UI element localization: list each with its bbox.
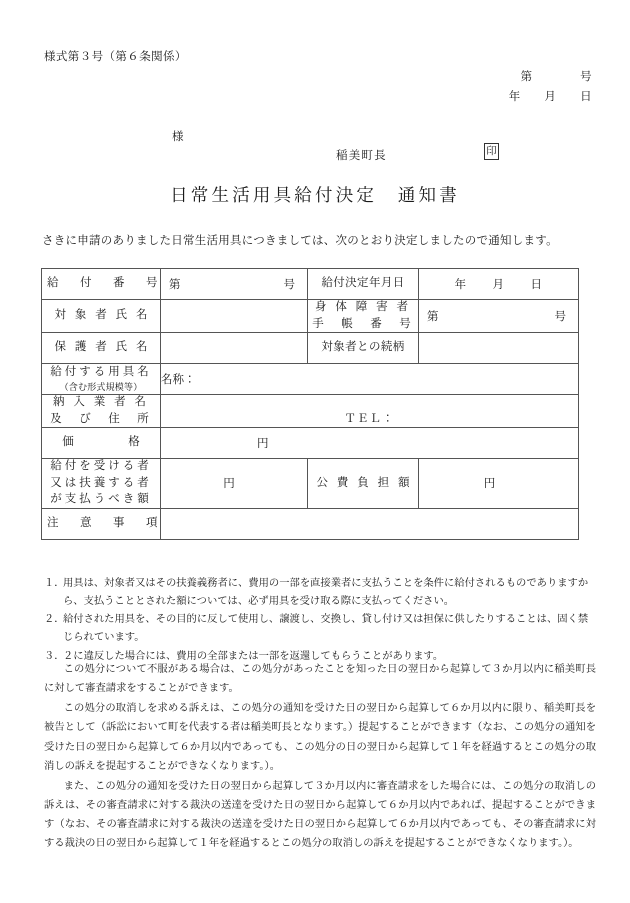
table-row <box>42 428 579 459</box>
list-item <box>44 575 596 610</box>
benefit-number-prefix: 第 <box>169 279 181 291</box>
appeal-paragraph: この処分について不服がある場合は、この処分があったことを知った日の翌日から起算して３か月以内に稲美町長に対して審査請求をすることができます。 <box>44 664 596 695</box>
supplier-label-line2: 及 び 住 所 <box>50 412 152 425</box>
value-supplier[interactable] <box>161 395 579 428</box>
benefit-decision-table-wrap <box>41 268 578 540</box>
note-text: 用具は、対象者又はその扶養義務者に、費用の一部を直接業者に支払うことを条件に給付されるものでありますから、支払うこととされた額については、必ず用具を受け取る際に支払ってください。 <box>63 578 589 607</box>
table-row <box>42 459 579 509</box>
appeal-instructions <box>44 660 596 854</box>
decision-date-day: 日 <box>530 279 543 291</box>
equipment-label-line2: （含む形式規模等） <box>59 382 143 393</box>
note-number: ３． <box>44 650 65 662</box>
list-item <box>44 611 596 646</box>
handbook-label-line1: 身 体 障 害 者 <box>315 301 411 313</box>
value-decision-date[interactable] <box>419 269 579 300</box>
note-number: １． <box>44 578 65 589</box>
handbook-number-suffix: 号 <box>554 311 566 324</box>
self-payment-label-line1: 給付を受ける者 <box>50 460 152 473</box>
appeal-paragraph: この処分の取消しを求める訴えは、この処分の通知を受けた日の翌日から起算して６か月以内に限り、稲美町長を被告として（訴訟において町を代表する者は稲美町長となります。）提起することができます（なお、この処分の通知を受けた日の翌日から起算して６か月以内であっても、この処分の日の翌日から起算して１年を経過するとこの処分の取消しの訴えを提起することができなくなります。）。 <box>44 703 596 772</box>
table-row <box>42 508 579 539</box>
note-number: ２． <box>44 614 65 626</box>
note-text: 給付された用具を、その目的に反して使用し、譲渡し、交換し、貸し付け又は担保に供したりすることは、固く禁じられています。 <box>63 614 589 644</box>
table-row <box>42 364 579 395</box>
note-text: ２に違反した場合には、費用の全部または一部を返還してもらうことがあります。 <box>63 650 444 662</box>
value-disability-handbook-number[interactable] <box>419 300 579 333</box>
page-title: 日常生活用具給付決定 通知書 <box>170 185 460 205</box>
notes-list <box>44 575 596 667</box>
label-benefit-number: 給 付 番 号 <box>42 269 161 300</box>
label-decision-date: 給付決定年月日 <box>308 269 419 300</box>
issuer-block <box>336 145 548 167</box>
supplier-label-line1: 納 入 業 者 名 <box>53 396 149 409</box>
label-remarks: 注 意 事 項 <box>42 508 161 539</box>
issuer-name: 稲美町長 <box>336 150 387 162</box>
document-number-line: 第 号 <box>520 71 592 83</box>
value-price[interactable] <box>161 428 579 459</box>
benefit-number-suffix: 号 <box>283 279 295 291</box>
appeal-paragraph: また、この処分の通知を受けた日の翌日から起算して３か月以内に審査請求をした場合には、この処分の取消しの訴えは、その審査請求に対する裁決の送達を受けた日の翌日から起算して６か月以内であれば、提起することができます（なお、その審査請求に対する裁決の送達を受けた日の翌日から起算して６か月以内であっても、その審査請求に対する裁決の日の翌日から起算して１年を経過するとこの処分の取消しの訴えを提起することができなくなります。）。 <box>44 780 596 850</box>
self-payment-label-line2: 又は扶養する者 <box>50 476 152 489</box>
label-public-subsidy: 公 費 負 担 額 <box>308 459 419 509</box>
label-relationship: 対象者との続柄 <box>308 333 419 364</box>
handbook-number-prefix: 第 <box>427 311 439 324</box>
label-disability-handbook-number <box>308 300 419 333</box>
benefit-decision-table <box>41 268 579 540</box>
value-subject-name[interactable] <box>161 300 308 333</box>
seal-stamp-box: 印 <box>484 143 499 160</box>
equipment-label-line1: 給付する用具名 <box>50 365 152 378</box>
public-subsidy-yen-unit: 円 <box>483 478 496 491</box>
supplier-tel-label: ＴＥＬ： <box>344 413 395 426</box>
label-subject-name: 対 象 者 氏 名 <box>42 300 161 333</box>
price-yen-unit: 円 <box>257 438 269 451</box>
handbook-label-line2: 手 帳 番 号 <box>312 317 414 330</box>
label-self-payment <box>42 459 161 509</box>
document-number-block <box>509 67 592 107</box>
decision-date-year: 年 <box>454 279 467 291</box>
addressee-honorific: 様 <box>172 131 184 143</box>
value-public-subsidy[interactable] <box>419 459 579 509</box>
label-equipment-name <box>42 364 161 395</box>
table-row <box>42 333 579 364</box>
label-guardian-name: 保 護 者 氏 名 <box>42 333 161 364</box>
decision-date-month: 月 <box>492 279 505 291</box>
form-number: 様式第３号（第６条関係） <box>44 51 187 63</box>
value-equipment-name[interactable]: 名称： <box>161 364 579 395</box>
lead-sentence: さきに申請のありました日常生活用具につきましては、次のとおり決定しましたので通知します。 <box>42 235 558 247</box>
label-price: 価 格 <box>42 428 161 459</box>
table-row <box>42 300 579 333</box>
label-supplier <box>42 395 161 428</box>
table-row <box>42 395 579 428</box>
value-relationship[interactable] <box>419 333 579 364</box>
value-remarks[interactable] <box>161 508 579 539</box>
self-payment-yen-unit: 円 <box>223 478 235 491</box>
value-self-payment[interactable] <box>161 459 308 509</box>
value-benefit-number[interactable] <box>161 269 308 300</box>
value-guardian-name[interactable] <box>161 333 308 364</box>
document-date-line: 年 月 日 <box>508 91 592 104</box>
self-payment-label-line3: が支払うべき額 <box>50 493 152 506</box>
table-row <box>42 269 579 300</box>
